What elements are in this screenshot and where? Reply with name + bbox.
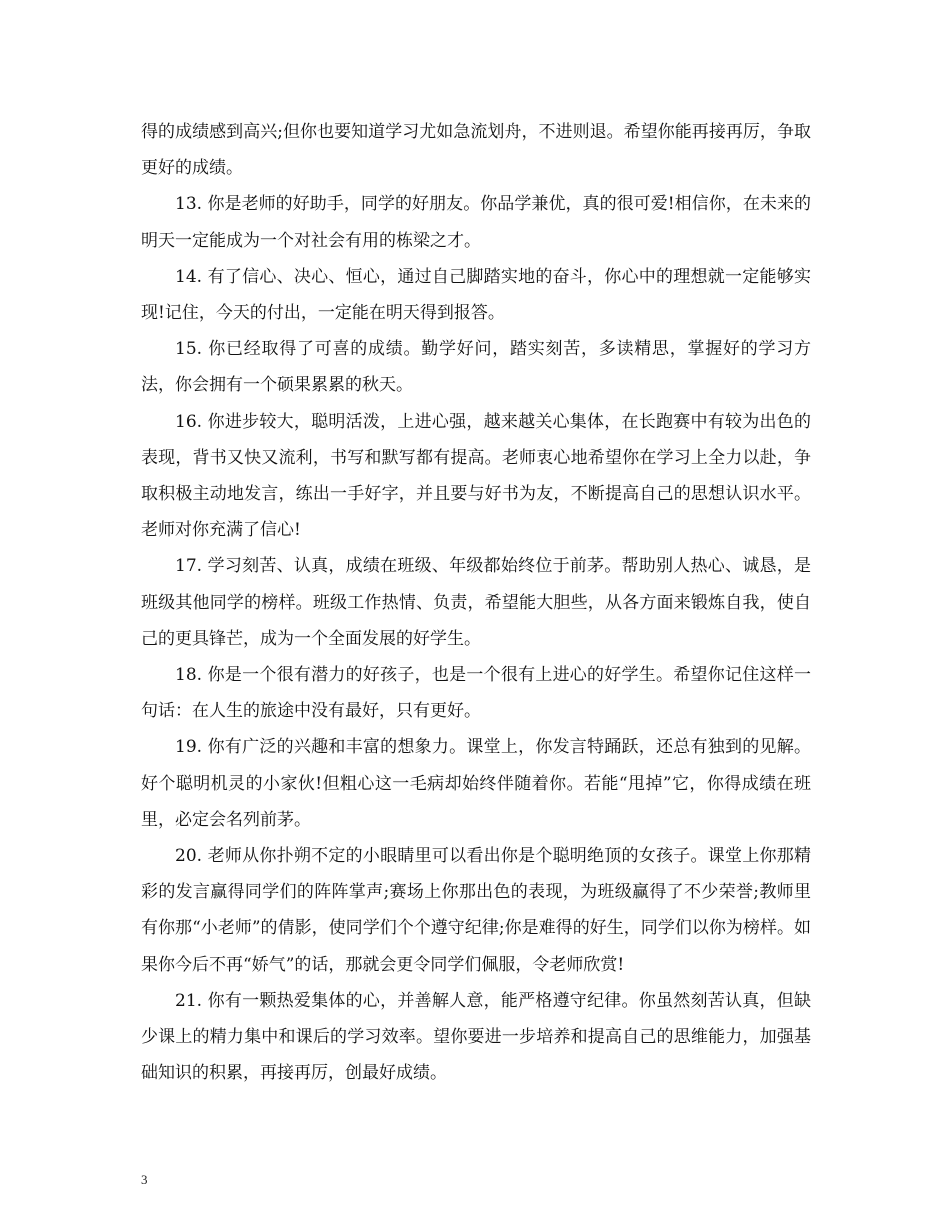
paragraph-item-17: 17. 学习刻苦、认真，成绩在班级、年级都始终位于前茅。帮助别人热心、诚恳，是班级其他同学的榜样。班级工作热情、负责，希望能大胆些，从各方面来锻炼自我，使自己的更具锋芒，成为一个全面发展的好学生。 (141, 556, 811, 649)
paragraph-item-18: 18. 你是一个很有潜力的好孩子，也是一个很有上进心的好学生。希望你记住这样一句话：在人生的旅途中没有最好，只有更好。 (141, 665, 811, 722)
paragraph-item-13: 13. 你是老师的好助手，同学的好朋友。你品学兼优，真的很可爱!相信你，在未来的明天一定能成为一个对社会有用的栋梁之才。 (141, 194, 811, 251)
paragraph-item-15: 15. 你已经取得了可喜的成绩。勤学好问，踏实刻苦，多读精思，掌握好的学习方法，你会拥有一个硕果累累的秋天。 (141, 339, 811, 396)
paragraph-item-20: 20. 老师从你扑朔不定的小眼睛里可以看出你是个聪明绝顶的女孩子。课堂上你那精彩的发言赢得同学们的阵阵掌声;赛场上你那出色的表现，为班级赢得了不少荣誉;教师里有你那“小老师”的倩影，使同学们个个遵守纪律;你是难得的好生，同学们以你为榜样。如果你今后不再“娇气”的话，那就会更令同学们佩服，令老师欣赏! (141, 846, 811, 975)
page-number: 3 (141, 1172, 148, 1187)
paragraph-item-14: 14. 有了信心、决心、恒心，通过自己脚踏实地的奋斗，你心中的理想就一定能够实现!记住，今天的付出，一定能在明天得到报答。 (141, 266, 811, 324)
paragraph-item-16: 16. 你进步较大，聪明活泼，上进心强，越来越关心集体，在长跑赛中有较为出色的表现，背书又快又流利，书写和默写都有提高。老师衷心地希望你在学习上全力以赴，争取积极主动地发言，练出一手好字，并且要与好书为友，不断提高自己的思想认识水平。老师对你充满了信心! (141, 411, 811, 541)
paragraph-item-19: 19. 你有广泛的兴趣和丰富的想象力。课堂上，你发言特踊跃，还总有独到的见解。好个聪明机灵的小家伙!但粗心这一毛病却始终伴随着你。若能“甩掉”它，你得成绩在班里，必定会名列前茅。 (141, 737, 811, 830)
paragraph-item-21: 21. 你有一颗热爱集体的心，并善解人意，能严格遵守纪律。你虽然刻苦认真，但缺少课上的精力集中和课后的学习效率。望你要进一步培养和提高自己的思维能力，加强基础知识的积累，再接再厉，创最好成绩。 (141, 990, 811, 1084)
page-body (141, 114, 811, 1091)
paragraph-continuation: 得的成绩感到高兴;但你也要知道学习尤如急流划舟，不进则退。希望你能再接再厉，争取更好的成绩。 (141, 122, 811, 179)
